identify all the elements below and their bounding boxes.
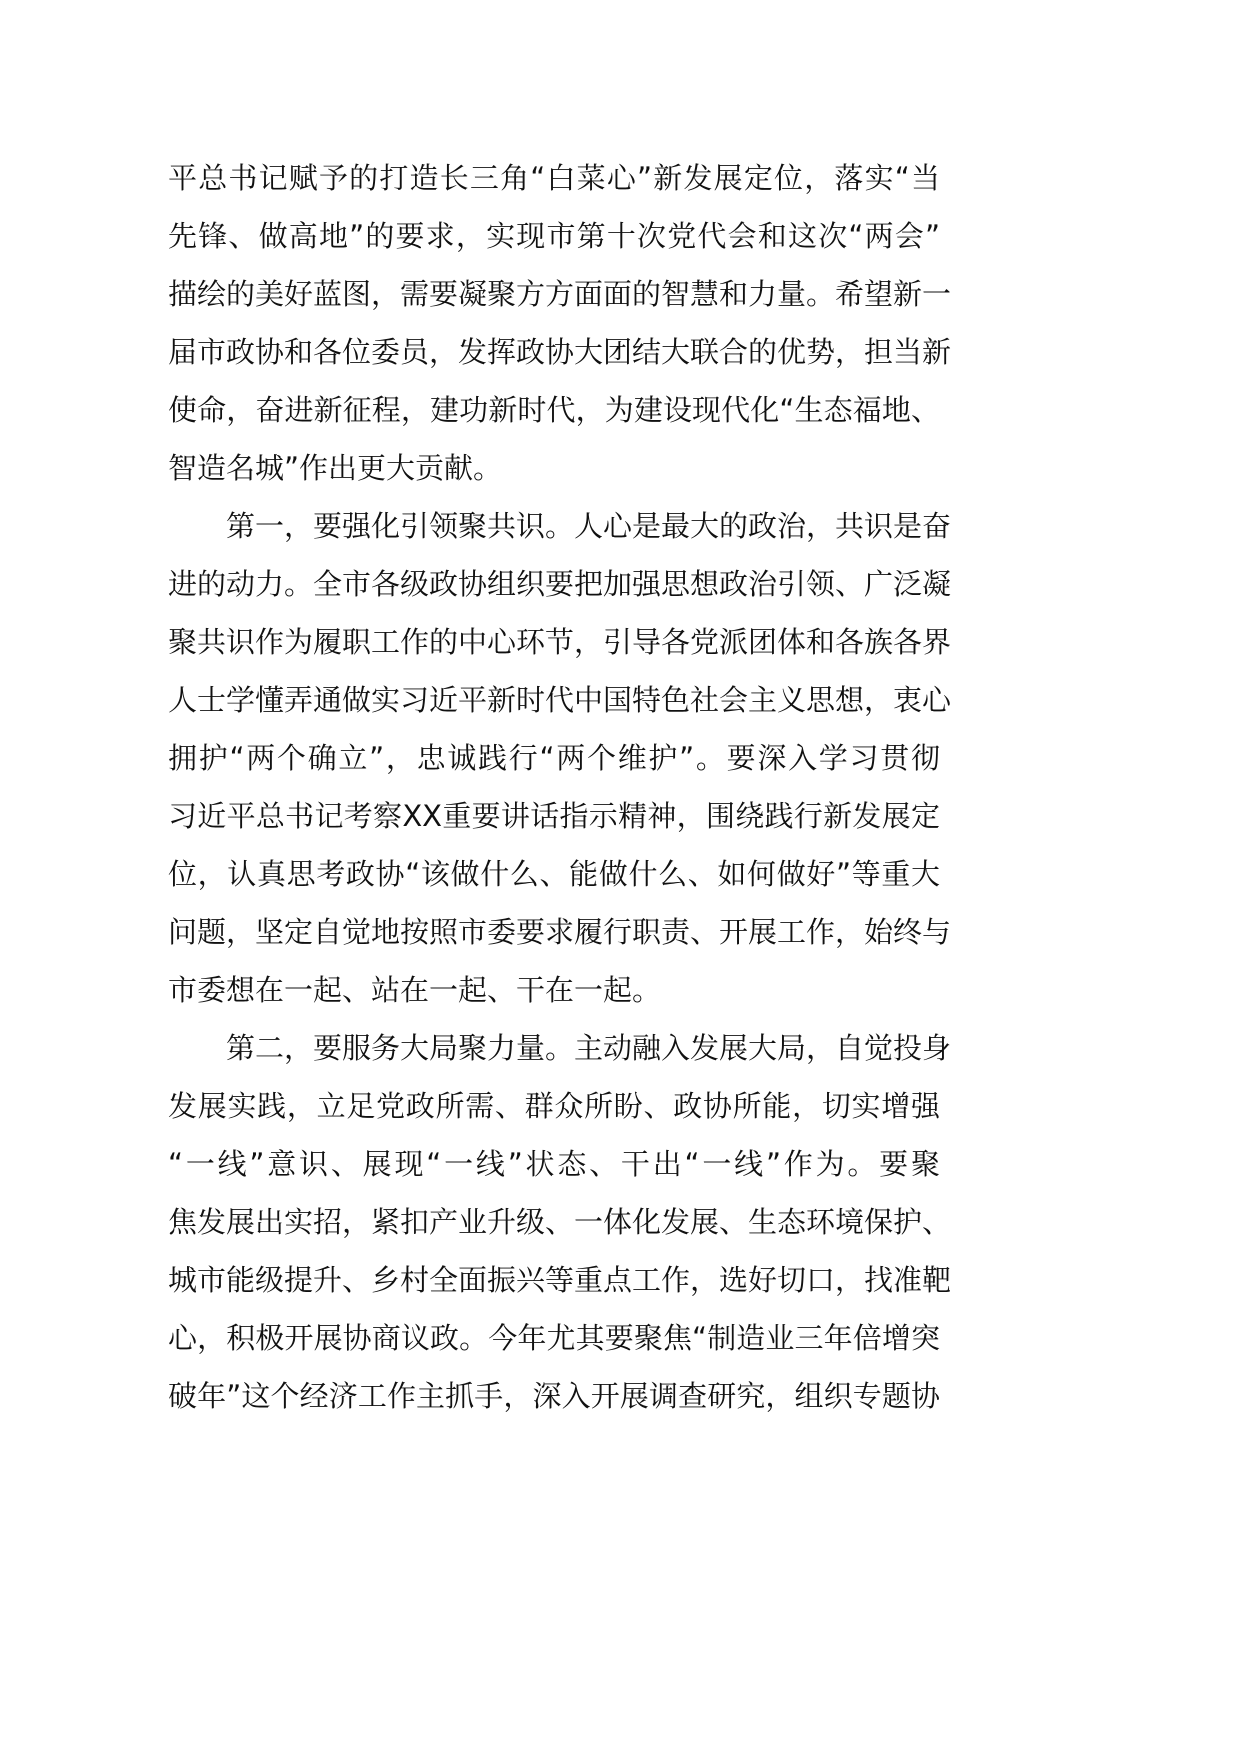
text-line: 智造名城”作出更大贡献。 [168, 451, 503, 485]
paragraph-first-line: 第一，要强化引领聚共识。人心是最大的政治，共识是奋 [226, 509, 952, 543]
text-line: 市委想在一起、站在一起、干在一起。 [168, 973, 662, 1007]
paragraph-first-line: 第二，要服务大局聚力量。主动融入发展大局，自觉投身 [226, 1031, 952, 1065]
text-line: 届市政协和各位委员，发挥政协大团结大联合的优势，担当新 [168, 335, 952, 369]
text-line: 城市能级提升、乡村全面振兴等重点工作，选好切口，找准靶 [168, 1263, 952, 1297]
text-line: 先锋、做高地”的要求，实现市第十次党代会和这次“两会” [168, 219, 940, 253]
text-line: 描绘的美好蓝图，需要凝聚方方面面的智慧和力量。希望新一 [168, 277, 952, 311]
text-line: 习近平总书记考察XX重要讲话指示精神，围绕践行新发展定 [168, 799, 940, 833]
text-line: 破年”这个经济工作主抓手，深入开展调查研究，组织专题协 [168, 1379, 940, 1413]
text-line: 进的动力。全市各级政协组织要把加强思想政治引领、广泛凝 [168, 567, 952, 601]
text-line: 焦发展出实招，紧扣产业升级、一体化发展、生态环境保护、 [168, 1205, 952, 1239]
text-line: 发展实践，立足党政所需、群众所盼、政协所能，切实增强 [168, 1089, 940, 1123]
text-line: “一线”意识、展现“一线”状态、干出“一线”作为。要聚 [168, 1147, 940, 1181]
text-line: 聚共识作为履职工作的中心环节，引导各党派团体和各族各界 [168, 625, 952, 659]
text-line: 使命，奋进新征程，建功新时代，为建设现代化“生态福地、 [168, 393, 940, 427]
text-line: 平总书记赋予的打造长三角“白菜心”新发展定位，落实“当 [168, 161, 940, 195]
text-line: 心，积极开展协商议政。今年尤其要聚焦“制造业三年倍增突 [168, 1321, 940, 1355]
text-line: 位，认真思考政协“该做什么、能做什么、如何做好”等重大 [168, 857, 940, 891]
text-line: 问题，坚定自觉地按照市委要求履行职责、开展工作，始终与 [168, 915, 952, 949]
text-line: 人士学懂弄通做实习近平新时代中国特色社会主义思想，衷心 [168, 683, 952, 717]
text-line: 拥护“两个确立”，忠诚践行“两个维护”。要深入学习贯彻 [168, 741, 940, 775]
